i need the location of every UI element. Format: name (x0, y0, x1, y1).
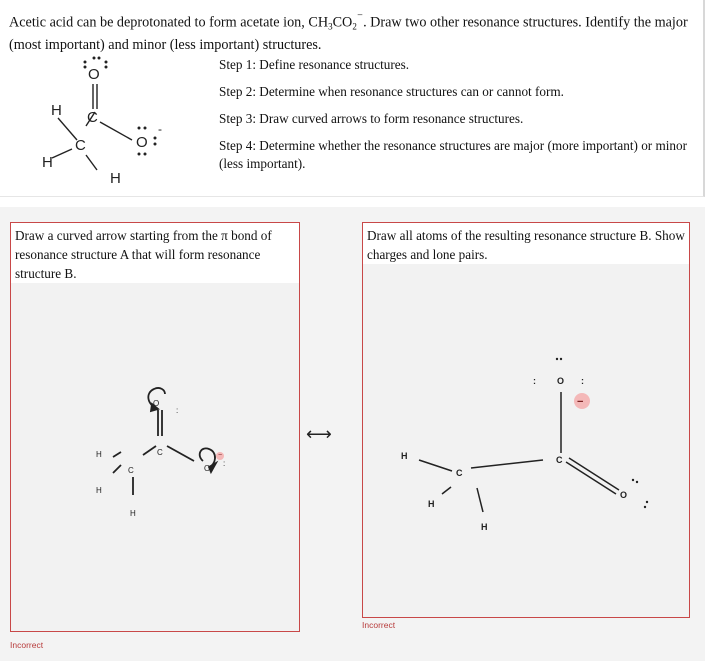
panel-a-instruction: Draw a curved arrow starting from the π bond of resonance structure A that will form resonance structure B. (11, 223, 299, 283)
question-intro: Acetic acid can be deprotonated to form acetate ion, CH (9, 14, 329, 31)
panel-b-instruction: Draw all atoms of the resulting resonance structure B. Show charges and lone pairs. (363, 223, 689, 264)
oxygen-top-b: O (557, 376, 565, 386)
oxygen-anion: O (136, 134, 148, 151)
charge-minus-a: − (218, 452, 223, 459)
charge-minus-b: − (577, 396, 584, 408)
carbon-methyl-a: C (128, 466, 134, 475)
panel-structure-a[interactable] (10, 222, 300, 632)
acetic-acid-structure (30, 54, 180, 184)
steps-list (219, 56, 689, 182)
hydrogen-upper-b: H (401, 451, 408, 461)
question-co: CO (332, 14, 353, 31)
hydrogen-left: H (42, 154, 53, 171)
subscript-3: 3 (328, 21, 333, 32)
drawing-canvas-b[interactable] (363, 262, 689, 617)
drawing-canvas-a[interactable] (11, 281, 299, 631)
hydrogen-left-a: H (96, 486, 102, 495)
panel-b-status: Incorrect (362, 620, 396, 630)
carbon-methyl-b: C (456, 468, 463, 478)
resonance-arrow: ⟷ (306, 424, 332, 445)
carbon-carbonyl: C (87, 109, 98, 126)
hydrogen-bottom: H (110, 170, 121, 184)
oxygen-top-a: O (153, 399, 160, 408)
hydrogen-upper-a: H (96, 450, 102, 459)
hydrogen-bottom-b: H (481, 522, 488, 532)
hydrogen-bottom-a: H (130, 509, 136, 518)
oxygen-top: O (88, 66, 100, 83)
question-header (0, 0, 705, 197)
lone-pair-right-b: : (581, 376, 584, 386)
panel-a-status: Incorrect (10, 640, 44, 650)
step-1: Step 1: Define resonance structures. (219, 57, 410, 72)
lone-pair-left-b: : (533, 376, 536, 386)
step-2: Step 2: Determine when resonance structures can or cannot form. (219, 84, 564, 99)
oxygen-carbonyl-b: O (620, 490, 628, 500)
carbon-carbonyl-b: C (556, 455, 563, 465)
subscript-2: 2 (352, 21, 357, 32)
oxygen-anion-a: O (204, 464, 211, 473)
carbon-carbonyl-a: C (157, 448, 163, 457)
superscript-minus: ⁻ (356, 10, 364, 24)
question-rest: . Draw two other resonance structures. Identify the major (most important) and minor (less important) structures. (9, 14, 688, 53)
step-4: Step 4: Determine whether the resonance structures are major (more important) or minor (less important). (219, 138, 687, 171)
panel-structure-b[interactable] (362, 222, 690, 618)
charge-minus: - (158, 122, 162, 136)
carbon-methyl: C (75, 137, 86, 154)
lone-pair-top-a: : (176, 406, 179, 415)
lone-pair-right-a: : (223, 459, 226, 468)
question-text (9, 8, 697, 54)
step-3: Step 3: Draw curved arrows to form resonance structures. (219, 111, 524, 126)
hydrogen-upper: H (51, 102, 62, 119)
hydrogen-left-b: H (428, 499, 435, 509)
